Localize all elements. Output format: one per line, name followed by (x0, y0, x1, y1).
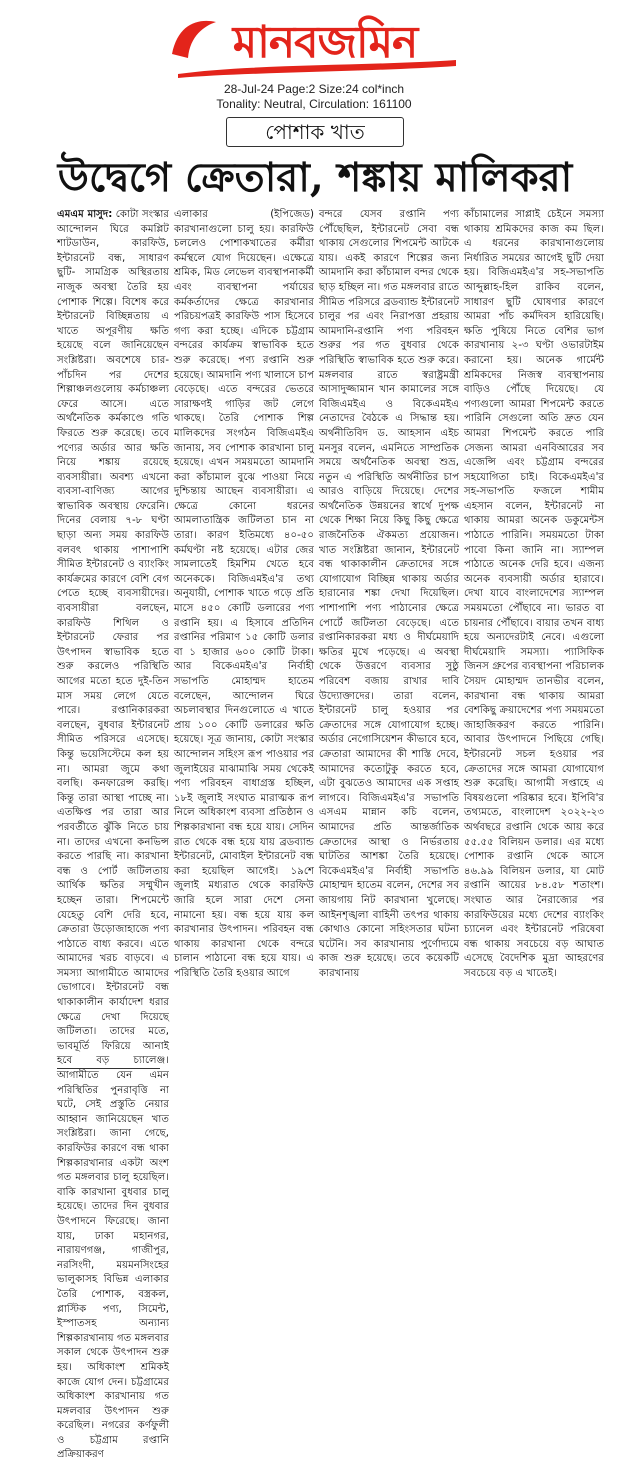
article-column-4 (464, 208, 604, 1070)
section-label: পোশাক খাত (226, 117, 404, 147)
column-4-text: কাঁচামালের সাপ্লাই চেইনে সমস্যা থাকায় শ্রমিকদের কাজ কম ছিল। এ ধরনের কারখানাগুলোয় নির্ধারিত সময়ের আগেই ছুটি দেয়া হয়। বিজিএমইএ'র সহ-সভাপতি আব্দুল্লাহ-হিল রাকিব বলেন, সাধারণ ছুটি ঘোষণার কারণে আমরা পাঁচ কর্মদিবস হারিয়েছি। ক্ষতি পুষিয়ে নিতে বেশির ভাগ কারখানায় ২-৩ ঘণ্টা ওভারটাইম করানো হয়। অনেক গার্মেন্ট শ্রমিকদের নিজস্ব ব্যবস্থাপনায় বাড়িও পৌঁছে দিয়েছে। যে পণ্যগুলো আমরা শিপমেন্ট করতে পারিনি সেগুলো অতি দ্রুত যেন আমরা শিপমেন্ট করতে পারি সেজন্য আমরা এনবিআরের সব এজেন্সি এবং চট্টগ্রাম বন্দরের সহযোগিতা চাই। বিকেএমইএ'র সহ-সভাপতি ফজলে শামীম এহসান বলেন, ইন্টারনেট না থাকায় আমরা অনেক ডকুমেন্টস পাঠাতে পারিনি। সময়মতো টাকা পাবো কিনা জানি না। স্যাম্পল পাঠাতে অনেক দেরি হবে। এজন্য অনেক ব্যবসায়ী অর্ডার হারাবে। দেখা যাবে বাংলাদেশের স্যাম্পল সময়মতো পৌঁছাবে না। ভারত বা চায়নার পৌঁছাবে। বায়ার তখন বাধ্য হয়ে অন্যদেরটাই নেবে। এগুলো দীর্ঘমেয়াদি সমস্যা। প্যাসিফিক জিনস গ্রুপের ব্যবস্থাপনা পরিচালক সৈয়দ মোহাম্মদ তানভীর বলেন, কারখানা বন্ধ থাকায় আমরা বেশকিছু ক্রয়াদেশের পণ্য সময়মতো জাহাজিকরণ করতে পারিনি। আবার উৎপাদনে পিছিয়ে গেছি। ইন্টারনেট সচল হওয়ার পর ক্রেতাদের সঙ্গে আমরা যোগাযোগ শুরু করেছি। আগামী সপ্তাহে এ বিষয়গুলো পরিষ্কার হবে। ইপিবি'র তথ্যমতে, বাংলাদেশ ২০২২-২৩ অর্থবছরে রপ্তানি থেকে আয় করে ৫৫.৫৫ বিলিয়ন ডলার। এর মধ্যে পোশাক রপ্তানি থেকে আসে ৪৬.৯৯ বিলিয়ন ডলার, যা মোট রপ্তানি আয়ের ৮৪.৫৮ শতাংশ। সংঘাত আর নৈরাজ্যের পর কারফিউয়ের মধ্যে দেশের ব্যাংকিং চ্যানেল এবং ইন্টারনেট পরিষেবা বন্ধ থাকায় সবচেয়ে বড় আঘাত এসেছে বৈদেশিক মুদ্রা আহরণের সবচেয়ে বড় এ খাতেই। (464, 209, 604, 979)
article-column-1 (57, 208, 169, 1461)
article-byline: এমএম মাসুদ: (57, 209, 113, 220)
masthead-logo (168, 8, 460, 80)
masthead-title: মানবজমিন (232, 17, 418, 68)
column-3-text: বন্দরে যেসব রপ্তানি পণ্য পৌঁছেছিল, ইন্টারনেট সেবা বন্ধ থাকায় সেগুলোর শিপমেন্ট আটকে যায়। একই কারণে শিল্পের জন্য আমদানি করা কাঁচামাল বন্দর থেকে ছাড় হচ্ছিল না। গত মঙ্গলবার রাতে সীমিত পরিসরে ব্রডব্যান্ড ইন্টারনেট চালুর পর এবং নিরাপত্তা প্রহরায় আমদানি-রপ্তানি পণ্য পরিবহন শুরুর পর গত বুধবার থেকে পরিস্থিতি স্বাভাবিক হতে শুরু করে। মঙ্গলবার রাতে স্বরাষ্ট্রমন্ত্রী আসাদুজ্জামান খান কামালের সঙ্গে বিজিএমইএ ও বিকেএমইএ নেতাদের বৈঠকে এ সিদ্ধান্ত হয়। অর্থনীতিবিদ ড. আহসান এইচ মনসুর বলেন, এমনিতে সাম্প্রতিক সময়ে অর্থনৈতিক অবস্থা শুভ্র, নতুন এ পরিস্থিতি অর্থনীতির চাপ আরও বাড়িয়ে দিয়েছে। দেশের অর্থনৈতিক উন্নয়নের স্বার্থে দুপক্ষ থেকে শিক্ষা নিয়ে কিছু কিছু ক্ষেত্রে রাজনৈতিক ঐকমত্য প্রয়োজন। খাত সংশ্লিষ্টরা জানান, ইন্টারনেট বন্ধ থাকাকালীন ক্রেতাদের সঙ্গে যোগাযোগ বিচ্ছিন্ন থাকায় অর্ডার হারানোর শঙ্কা দেখা দিয়েছিল। পাশাপাশি পণ্য পাঠানোর ক্ষেত্রে পোর্টে জটিলতা বেড়েছে। এতে রপ্তানিকারকরা মধ্য ও দীর্ঘমেয়াদি ক্ষতির মুখে পড়েছে। এ অবস্থা থেকে উত্তরণে ব্যবসার সুষ্ঠু পরিবেশ বজায় রাখার দাবি উদ্যোক্তাদের। তারা বলেন, ইন্টারনেট চালু হওয়ার পর ক্রেতাদের সঙ্গে যোগাযোগ হচ্ছে। অর্ডার নেগোসিয়েশন কীভাবে হবে, ক্রেতারা আমাদের কী শাস্তি দেবে, আমাদের কতোটুকু করতে হবে, এটা বুঝতেও আমাদের এক সপ্তাহ লাগবে। বিজিএমইএ'র সভাপতি এসএম মান্নান কচি বলেন, আমাদের প্রতি আন্তর্জাতিক ক্রেতাদের আস্থা ও নির্ভরতায় ঘাটতির আশঙ্কা তৈরি হয়েছে। বিকেএমইএ'র নির্বাহী সভাপতি মোহাম্মদ হাতেম বলেন, দেশের সব জায়গায় নিট কারখানা খুলেছে। আইনশৃঙ্খলা বাহিনী তৎপর থাকায় কোথাও কোনো সহিংসতার ঘটনা ঘটেনি। সব কারখানায় পুর্ণোদ্যমে কাজ শুরু হয়েছে। তবে কয়েকটি কারখানায় (319, 209, 459, 979)
article-headline: উদ্বেগে ক্রেতারা, শঙ্কায় মালিকরা (57, 154, 573, 201)
article-column-3 (319, 208, 459, 1070)
clip-meta-line-1: 28-Jul-24 Page:2 Size:24 col*inch (223, 82, 405, 96)
column-1-text (57, 208, 169, 1463)
article-end-rule (57, 1068, 160, 1069)
column-2-text: এলাকার (ইপিজেড) কারখানাগুলো চালু হয়। কারফিউ চললেও পোশাকখাতের কর্মীরা কর্মস্থলে যোগ দিয়েছেন। এক্ষেত্রে শ্রমিক, মিড লেভেল ব্যবস্থাপনাকর্মী এবং ব্যবস্থাপনা পর্যায়ের কর্মকর্তাদের ক্ষেত্রে কারখানার পরিচয়পত্রই কারফিউ পাস হিসেবে গণ্য করা হচ্ছে। এদিকে চট্টগ্রাম বন্দরের কার্যক্রম স্বাভাবিক হতে শুরু করেছে। পণ্য রপ্তানি শুরু হয়েছে। আমদানি পণ্য খালাসে চাপ বেড়েছে। এতে বন্দরের ভেতরে সারাক্ষণই গাড়ির জট লেগে থাকছে। তৈরি পোশাক শিল্প মালিকদের সংগঠন বিজিএমইএ জানায়, সব পোশাক কারখানা চালু হয়েছে। এখন সময়মতো আমদানি করা কাঁচামাল বুঝে পাওয়া নিয়ে দুশ্চিন্তায় আছেন ব্যবসায়ীরা। এ ক্ষেত্রে কোনো ধরনের আমলাতান্ত্রিক জটিলতা চান না তারা। কারণ ইতিমধ্যে ৪০-৫০ কর্মঘণ্টা নষ্ট হয়েছে। এটার জের সামলাতেই হিমশিম খেতে হবে অনেককে। বিজিএমইএ'র তথ্য অনুযায়ী, পোশাক খাতে গড়ে প্রতি মাসে ৪৫০ কোটি ডলারের পণ্য রপ্তানি হয়। এ হিসাবে প্রতিদিন রপ্তানির পরিমাণ ১৫ কোটি ডলার বা ১ হাজার ৬০০ কোটি টাকা। আর বিকেএমইএ'র নির্বাহী সভাপতি মোহাম্মদ হাতেম বলেছেন, আন্দোলন ঘিরে অচলাবস্থার দিনগুলোতে এ খাতে প্রায় ১০০ কোটি ডলারের ক্ষতি হয়েছে। সূত্র জানায়, কোটা সংস্কার আন্দোলন সহিংস রূপ পাওয়ার পর জুলাইয়ের মাঝামাঝি সময় থেকেই পণ্য পরিবহন বাধাগ্রস্ত হচ্ছিল, ১৮ই জুলাই সংঘাত মারাত্মক রূপ নিলে অধিকাংশ ব্যবসা প্রতিষ্ঠান ও শিল্পকারখানা বন্ধ হয়ে যায়। সেদিন রাত থেকে বন্ধ হয়ে যায় ব্রডব্যান্ড ইন্টারনেট, মোবাইল ইন্টারনেট বন্ধ করা হয়েছিল আগেই। ১৯শে জুলাই মধ্যরাত থেকে কারফিউ জারি হলে সারা দেশে সেনা নামানো হয়। বন্ধ হয়ে যায় কল কারখানার উৎপাদন। পরিবহন বন্ধ থাকায় কারখানা থেকে বন্দরে চালান পাঠানো বন্ধ হয়ে যায়। এ পরিস্থিতি তৈরি হওয়ার আগে (174, 209, 314, 979)
article-column-2 (174, 208, 314, 1070)
column-1-body: কোটা সংস্কার আন্দোলন ঘিরে কমপ্লিট শাটডাউন, কারফিউ, ইন্টারনেট বন্ধ, সাধারণ ছুটি- সামগ্রিক অস্থিরতায় নাজুক অবস্থা তৈরি হয় পোশাক শিল্পে। বিশেষ করে ইন্টারনেট বিচ্ছিন্নতায় এ খাতে অপূরণীয় ক্ষতি হয়েছে বলে জানিয়েছেন সংশ্লিষ্টরা। অবশেষে চার-পাঁচদিন পর দেশের শিল্পাঞ্চলগুলোয় কর্মচাঞ্চল্য ফেরে আসে। এতে অর্থনৈতিক কর্মকাণ্ডে গতি ফিরতে শুরু করেছে। তবে পণ্যের অর্ডার আর ক্ষতি নিয়ে শঙ্কায় রয়েছে ব্যবসায়ীরা। অবশ্য এখনো ব্যবসা-বাণিজ্য আগের স্বাভাবিক অবস্থায় ফেরেনি। দিনের বেলায় ৭-৮ ঘণ্টা ছাড়া অন্য সময় কারফিউ বলবৎ থাকায় পাশাপাশি সীমিত ইন্টারনেট ও ব্যাংকিং কার্যক্রমের কারণে বেশি বেগ পেতে হচ্ছে ব্যবসায়ীদের। ব্যবসায়ীরা বলছেন, কারফিউ শিথিল ও ইন্টারনেট ফেরার পর উৎপাদন স্বাভাবিক হতে শুরু করলেও পরিস্থিতি আগের মতো হতে দুই-তিন মাস সময় লেগে যেতে পারে। রপ্তানিকারকরা বলছেন, বুধবার ইন্টারনেট সীমিত পরিসরে এসেছে। কিন্তু ভয়েসিস্টেমে কল হয় না। আমরা জুমে কথা বলছি। কনফারেন্স করছি। কিন্তু তারা আস্থা পাচ্ছে না। এতক্ষিপ্ত পর তারা আর পরবর্তীতে ঝুঁকি নিতে চায় না। তাদের এখনো কনভিন্স করতে পারছি না। কারখানা বন্ধ ও পোর্ট জটিলতায় আর্থিক ক্ষতির সম্মুখীন হচ্ছেন তারা। শিপমেন্টে যেহেতু বেশি দেরি হবে, ক্রেতারা উড়োজাহাজে পণ্য পাঠাতে বাধ্য করবে। এতে আমাদের খরচ বাড়বে। এ সমস্যা আগামীতে আমাদের ভোগাবে। ইন্টারনেট বন্ধ থাকাকালীন কার্যাদেশ ধরার ক্ষেত্রে দেখা দিয়েছে জটিলতা। তাদের মতে, ভাবমূর্তি ফিরিয়ে আনাই হবে বড় চ্যালেঞ্জ। আগামীতে যেন এমন পরিস্থিতির পুনরাবৃত্তি না ঘটে, সেই প্রস্তুতি নেয়ার আহ্বান জানিয়েছেন খাত সংশ্লিষ্টরা। জানা গেছে, কারফিউর কারণে বন্ধ থাকা শিল্পকারখানার একটা অংশ গত মঙ্গলবার চালু হয়েছিল। বাকি কারখানা বুধবার চালু হয়েছে। তাদের দিন বুধবার উৎপাদনে ফিরেছে। জানা যায়, ঢাকা মহানগর, নারায়ণগঞ্জ, গাজীপুর, নরসিংদী, ময়মনসিংহের ভালুকাসহ বিভিন্ন এলাকার তৈরি পোশাক, বস্ত্রকল, প্লাস্টিক পণ্য, সিমেন্ট, ইস্পাতসহ অন্যান্য শিল্পকারখানায় গত মঙ্গলবার সকাল থেকে উৎপাদন শুরু হয়। অধিকাংশ শ্রমিকই কাজে যোগ দেন। চট্টগ্রামের অধিকাংশ কারখানায় গত মঙ্গলবার উৎপাদন শুরু করেছিল। নগরের কর্ণফুলী ও চট্টগ্রাম রপ্তানি প্রক্রিয়াকরণ (57, 209, 169, 1461)
clip-meta-line-2: Tonality: Neutral, Circulation: 161100 (216, 97, 412, 111)
